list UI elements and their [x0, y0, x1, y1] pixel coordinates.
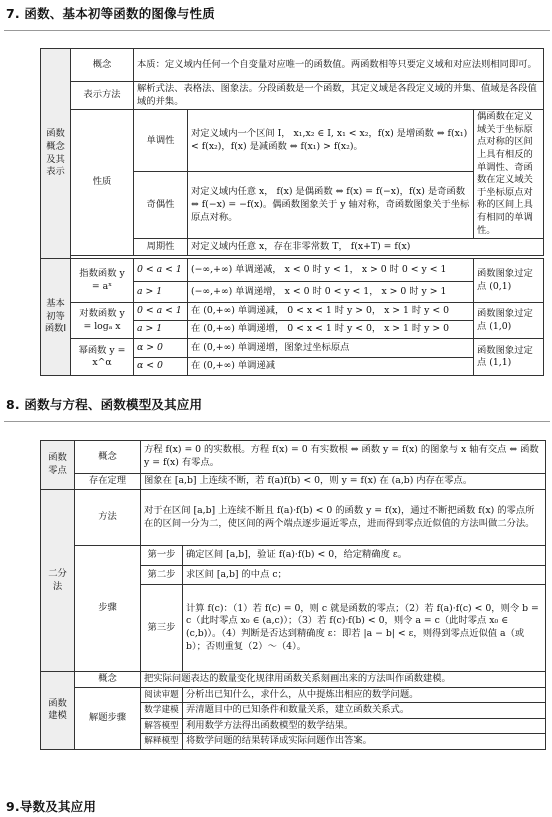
- step-1-text: 确定区间 [a,b]，验证 f(a)·f(b) < 0，给定精确度 ε。: [183, 546, 546, 566]
- exp-cond-1: 0 < a < 1: [134, 259, 188, 282]
- exp-text-2: (−∞,+∞) 单调递增， x < 0 时 0 < y < 1， x > 0 时 y > 1: [188, 282, 474, 303]
- bisection-label: 二分法: [41, 490, 75, 672]
- zero-concept-text: 方程 f(x) = 0 的实数根。方程 f(x) = 0 有实数根 ⇔ 函数 y = f(x) 的图象与 x 轴有交点 ⇔ 函数 y = f(x) 有零点。: [141, 441, 546, 474]
- period-text: 对定义域内任意 x，存在非零常数 T， f(x+T) = f(x): [188, 239, 544, 256]
- solve-model-label: 解答模型: [141, 718, 183, 734]
- section-7-title: 7. 函数、基本初等函数的图像与性质: [6, 6, 215, 21]
- power-function-label: 幂函数 y = x^α: [71, 339, 134, 376]
- solve-model-text: 利用数学方法得出函数模型的数学结果。: [183, 718, 546, 734]
- existence-label: 存在定理: [75, 474, 141, 490]
- steps-label: 步骤: [75, 546, 141, 672]
- power-cond-1: α > 0: [134, 339, 188, 358]
- monotonic-label: 单调性: [134, 110, 188, 172]
- step-2-text: 求区间 [a,b] 的中点 c；: [183, 566, 546, 585]
- parity-label: 奇偶性: [134, 172, 188, 239]
- exp-cond-2: a > 1: [134, 282, 188, 303]
- divider: [4, 30, 550, 31]
- build-text: 弄清题目中的已知条件和数量关系，建立函数关系式。: [183, 703, 546, 719]
- log-text-1: 在 (0,+∞) 单调递减， 0 < x < 1 时 y > 0， x > 1 时 y < 0: [188, 303, 474, 321]
- read-label: 阅读审题: [141, 687, 183, 703]
- row-label-property: 性质: [71, 110, 134, 256]
- row-label-representation: 表示方法: [71, 82, 134, 110]
- exp-note: 函数图象过定点 (0,1): [474, 259, 544, 303]
- section-9-title: 9.导数及其应用: [6, 799, 97, 814]
- interpret-text: 将数学问题的结果转译成实际问题作出答案。: [183, 734, 546, 750]
- group-label-basic-functions: 基本初等函数Ⅰ: [41, 259, 71, 376]
- power-text-2: 在 (0,+∞) 单调递减: [188, 358, 474, 376]
- existence-text: 图象在 [a,b] 上连续不断，若 f(a)f(b) < 0，则 y = f(x) 在 (a,b) 内存在零点。: [141, 474, 546, 490]
- row-label-concept: 概念: [71, 49, 134, 82]
- power-cond-2: α < 0: [134, 358, 188, 376]
- method-label: 方法: [75, 490, 141, 546]
- parity-text: 对定义域内任意 x， f(x) 是偶函数 ⇔ f(x) = f(−x)，f(x) 是奇函数 ⇔ f(−x) = −f(x)。偶函数图象关于 y 轴对称，奇函数图象关于坐标原点对称。: [188, 172, 474, 239]
- step-1-label: 第一步: [141, 546, 183, 566]
- log-text-2: 在 (0,+∞) 单调递增， 0 < x < 1 时 y < 0， x > 1 时 y > 0: [188, 321, 474, 339]
- section-8-title: 8. 函数与方程、函数模型及其应用: [6, 397, 203, 412]
- table-function-equations: [40, 440, 546, 750]
- representation-text: 解析式法、表格法、图象法。分段函数是一个函数，其定义域是各段定义域的并集、值域是各段值域的并集。: [134, 82, 544, 110]
- model-concept-label: 概念: [75, 672, 141, 688]
- power-text-1: 在 (0,+∞) 单调递增，图象过坐标原点: [188, 339, 474, 358]
- solve-steps-label: 解题步骤: [75, 687, 141, 749]
- period-label: 周期性: [134, 239, 188, 256]
- model-concept-text: 把实际问题表达的数量变化规律用函数关系刻画出来的方法叫作函数建模。: [141, 672, 546, 688]
- step-3-text: 计算 f(c)：（1）若 f(c) = 0，则 c 就是函数的零点；（2）若 f(a)·f(c) < 0，则令 b = c（此时零点 x₀ ∈ (a,c)）；（3）若 f(c)·f(b) < 0，则令 a = c（此时零点 x₀ ∈ (c,b)）。（4）判断是否达到精确度 ε：即若 |a − b| < ε，则得到零点近似值 a（或 b）；否则重复（2）～（4）。: [183, 585, 546, 672]
- power-note: 函数图象过定点 (1,1): [474, 339, 544, 376]
- property-side-note: 偶函数在定义域关于坐标原点对称的区间上具有相反的单调性、奇函数在定义域关于坐标原点对称的区间上具有相同的单调性。: [474, 110, 544, 239]
- log-cond-2: a > 1: [134, 321, 188, 339]
- divider: [4, 421, 550, 422]
- exp-text-1: (−∞,+∞) 单调递减， x < 0 时 y < 1， x > 0 时 0 < y < 1: [188, 259, 474, 282]
- zero-point-label: 函数零点: [41, 441, 75, 490]
- step-2-label: 第二步: [141, 566, 183, 585]
- zero-concept-label: 概念: [75, 441, 141, 474]
- concept-text: 本质：定义域内任何一个自变量对应唯一的函数值。两函数相等只要定义域和对应法则相同即可。: [134, 49, 544, 82]
- read-text: 分析出已知什么，求什么，从中提炼出相应的数学问题。: [183, 687, 546, 703]
- log-note: 函数图象过定点 (1,0): [474, 303, 544, 339]
- modeling-label: 函数建模: [41, 672, 75, 750]
- log-function-label: 对数函数 y = logₐ x: [71, 303, 134, 339]
- group-label-function-concept: 函数概念及其表示: [41, 49, 71, 259]
- method-text: 对于在区间 [a,b] 上连续不断且 f(a)·f(b) < 0 的函数 y = f(x)，通过不断把函数 f(x) 的零点所在的区间一分为二，使区间的两个端点逐步逼近零点，进而得到零点近似值的方法叫做二分法。: [141, 490, 546, 546]
- build-label: 数学建模: [141, 703, 183, 719]
- monotonic-text: 对定义域内一个区间 I， x₁,x₂ ∈ I, x₁ < x₂，f(x) 是增函数 ⇔ f(x₁) < f(x₂)，f(x) 是减函数 ⇔ f(x₁) > f(x₂)。: [188, 110, 474, 172]
- exp-function-label: 指数函数 y = aˣ: [71, 259, 134, 303]
- log-cond-1: 0 < a < 1: [134, 303, 188, 321]
- interpret-label: 解释模型: [141, 734, 183, 750]
- step-3-label: 第三步: [141, 585, 183, 672]
- table-functions-basic: [40, 48, 544, 376]
